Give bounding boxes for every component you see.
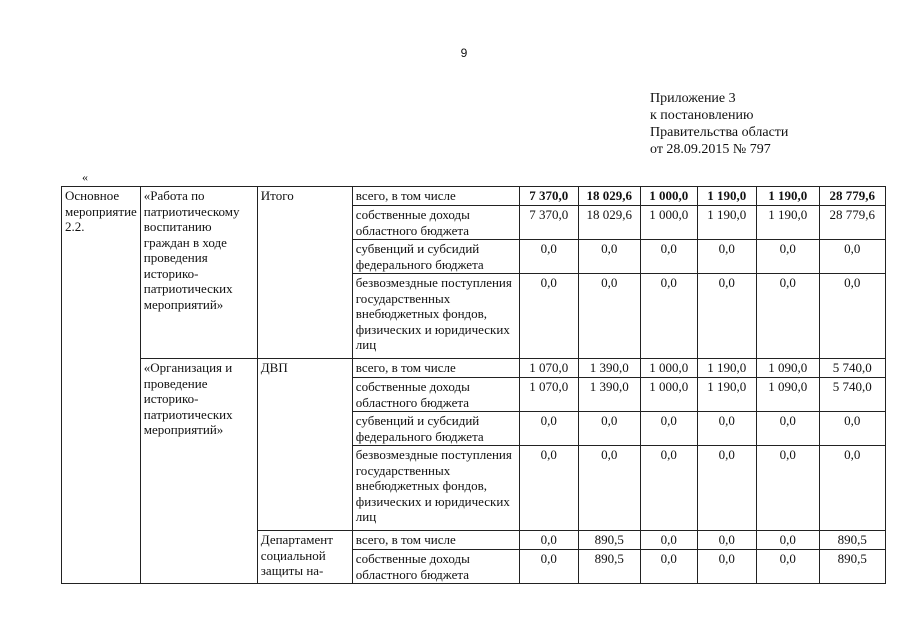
value-cell: 0,0 bbox=[697, 446, 756, 531]
value-cell: 1 190,0 bbox=[756, 187, 819, 206]
value-cell: 0,0 bbox=[519, 550, 578, 584]
budget-table bbox=[61, 186, 886, 584]
opening-quote-mark: « bbox=[82, 170, 88, 184]
funding-source: собственные доходы областного бюджета bbox=[352, 378, 519, 412]
value-cell: 1 390,0 bbox=[578, 359, 640, 378]
value-cell: 1 000,0 bbox=[640, 378, 697, 412]
event-title: «Организация и проведение историко-патриотических мероприятий» bbox=[140, 359, 257, 584]
table-row bbox=[62, 359, 886, 378]
value-cell: 0,0 bbox=[756, 446, 819, 531]
value-cell: 5 740,0 bbox=[819, 359, 885, 378]
value-cell: 1 090,0 bbox=[756, 359, 819, 378]
funding-source: всего, в том числе bbox=[352, 531, 519, 550]
value-cell: 7 370,0 bbox=[519, 187, 578, 206]
value-cell: 0,0 bbox=[519, 240, 578, 274]
appendix-line-3: Правительства области bbox=[650, 125, 789, 140]
value-cell: 890,5 bbox=[578, 531, 640, 550]
value-cell: 890,5 bbox=[819, 531, 885, 550]
value-cell: 0,0 bbox=[819, 240, 885, 274]
value-cell: 1 000,0 bbox=[640, 187, 697, 206]
value-cell: 0,0 bbox=[756, 274, 819, 359]
appendix-line-4: от 28.09.2015 № 797 bbox=[650, 142, 771, 157]
value-cell: 0,0 bbox=[578, 274, 640, 359]
value-cell: 0,0 bbox=[697, 274, 756, 359]
value-cell: 0,0 bbox=[756, 412, 819, 446]
value-cell: 0,0 bbox=[697, 240, 756, 274]
value-cell: 0,0 bbox=[819, 412, 885, 446]
value-cell: 890,5 bbox=[578, 550, 640, 584]
value-cell: 0,0 bbox=[640, 412, 697, 446]
value-cell: 1 190,0 bbox=[756, 206, 819, 240]
executor: Департамент социальной защиты на- bbox=[257, 531, 352, 584]
value-cell: 0,0 bbox=[519, 446, 578, 531]
value-cell: 1 190,0 bbox=[697, 378, 756, 412]
table-row bbox=[62, 187, 886, 206]
value-cell: 18 029,6 bbox=[578, 206, 640, 240]
value-cell: 18 029,6 bbox=[578, 187, 640, 206]
value-cell: 0,0 bbox=[697, 550, 756, 584]
value-cell: 1 090,0 bbox=[756, 378, 819, 412]
value-cell: 0,0 bbox=[756, 240, 819, 274]
value-cell: 1 190,0 bbox=[697, 206, 756, 240]
funding-source: субвенций и субсидий федерального бюджета bbox=[352, 412, 519, 446]
page-number: 9 bbox=[460, 46, 468, 60]
value-cell: 1 190,0 bbox=[697, 187, 756, 206]
value-cell: 0,0 bbox=[640, 446, 697, 531]
value-cell: 0,0 bbox=[640, 274, 697, 359]
value-cell: 1 000,0 bbox=[640, 206, 697, 240]
value-cell: 1 000,0 bbox=[640, 359, 697, 378]
value-cell: 0,0 bbox=[519, 412, 578, 446]
value-cell: 28 779,6 bbox=[819, 206, 885, 240]
value-cell: 890,5 bbox=[819, 550, 885, 584]
value-cell: 0,0 bbox=[697, 412, 756, 446]
appendix-line-1: Приложение 3 bbox=[650, 91, 736, 106]
appendix-header bbox=[650, 90, 788, 158]
value-cell: 5 740,0 bbox=[819, 378, 885, 412]
funding-source: собственные доходы областного бюджета bbox=[352, 206, 519, 240]
value-cell: 28 779,6 bbox=[819, 187, 885, 206]
funding-source: субвенций и субсидий федерального бюджета bbox=[352, 240, 519, 274]
value-cell: 7 370,0 bbox=[519, 206, 578, 240]
event-title: «Работа по патриотическому воспитанию граждан в ходе проведения историко-патриотических мероприятий» bbox=[140, 187, 257, 359]
value-cell: 1 390,0 bbox=[578, 378, 640, 412]
value-cell: 0,0 bbox=[578, 240, 640, 274]
measure-label: Основное мероприятие 2.2. bbox=[62, 187, 141, 584]
executor: Итого bbox=[257, 187, 352, 359]
value-cell: 1 070,0 bbox=[519, 378, 578, 412]
value-cell: 0,0 bbox=[578, 446, 640, 531]
appendix-line-2: к постановлению bbox=[650, 108, 754, 123]
value-cell: 0,0 bbox=[578, 412, 640, 446]
funding-source: всего, в том числе bbox=[352, 187, 519, 206]
value-cell: 0,0 bbox=[756, 550, 819, 584]
executor: ДВП bbox=[257, 359, 352, 531]
value-cell: 0,0 bbox=[519, 531, 578, 550]
value-cell: 0,0 bbox=[697, 531, 756, 550]
funding-source: всего, в том числе bbox=[352, 359, 519, 378]
value-cell: 1 070,0 bbox=[519, 359, 578, 378]
value-cell: 0,0 bbox=[640, 531, 697, 550]
value-cell: 0,0 bbox=[819, 274, 885, 359]
value-cell: 0,0 bbox=[519, 274, 578, 359]
funding-source: собственные доходы областного бюджета bbox=[352, 550, 519, 584]
funding-source: безвозмездные поступления государственных внебюджетных фондов, физических и юридических лиц bbox=[352, 274, 519, 359]
value-cell: 0,0 bbox=[819, 446, 885, 531]
value-cell: 0,0 bbox=[756, 531, 819, 550]
value-cell: 0,0 bbox=[640, 240, 697, 274]
value-cell: 0,0 bbox=[640, 550, 697, 584]
funding-source: безвозмездные поступления государственных внебюджетных фондов, физических и юридических лиц bbox=[352, 446, 519, 531]
value-cell: 1 190,0 bbox=[697, 359, 756, 378]
